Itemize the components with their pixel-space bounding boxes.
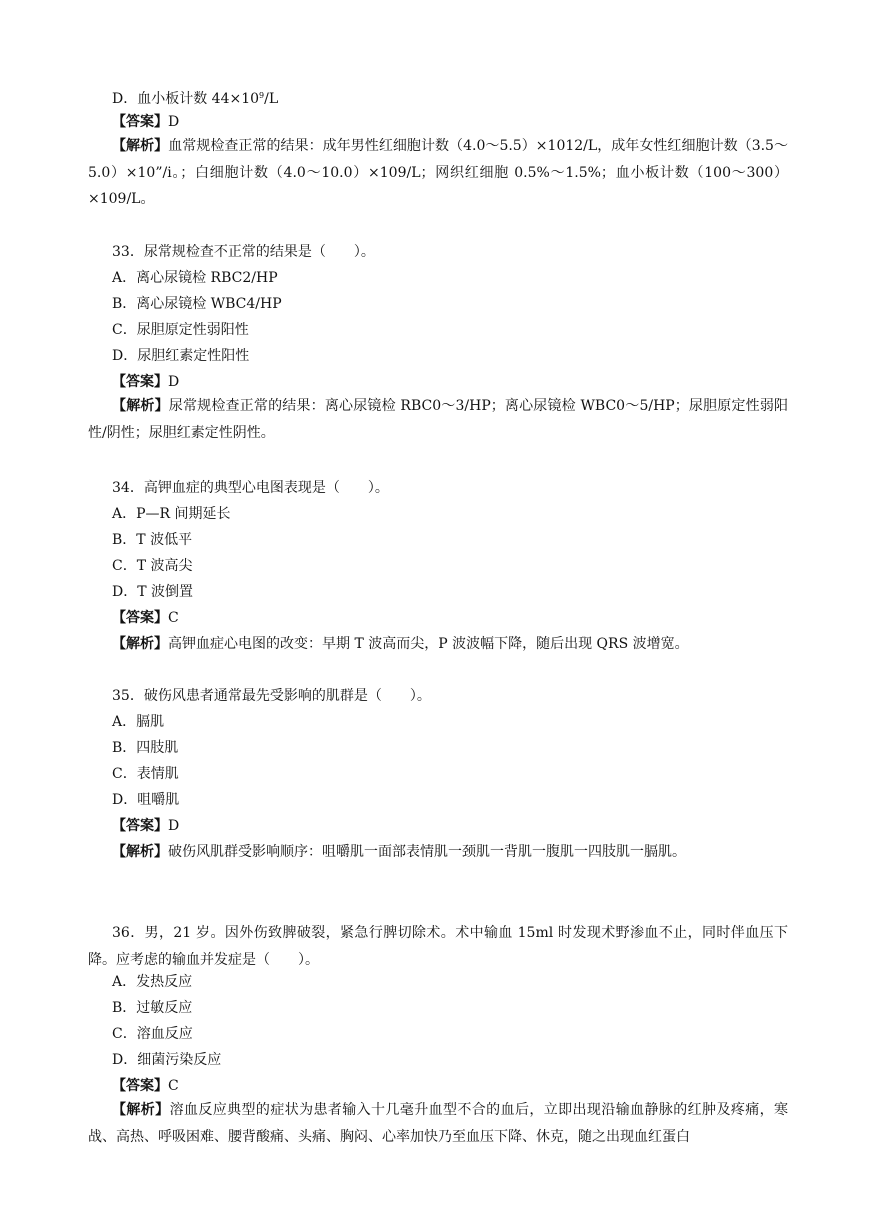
q32-answer: 【答案】D (112, 114, 180, 130)
q35-option-d: D．咀嚼肌 (112, 792, 180, 808)
q35-analysis: 【解析】破伤风肌群受影响顺序：咀嚼肌一面部表情肌一颈肌一背肌一腹肌一四肢肌一膈肌。 (112, 844, 686, 860)
q35-option-b: B．四肢肌 (112, 740, 179, 756)
q36-option-c: C．溶血反应 (112, 1026, 193, 1042)
q33-analysis: 【解析】尿常规检查正常的结果：离心尿镜检 RBC0～3/HP；离心尿镜检 WBC0～5/HP；尿胆原定性弱阳性/阴性；尿胆红素定性阴性。 (88, 398, 789, 441)
q36-stem: 36．男，21 岁。因外伤致脾破裂，紧急行脾切除术。术中输血 15ml 时发现术野渗血不止，同时伴血压下降。应考虑的输血并发症是（ ）。 (88, 925, 788, 968)
q34-option-b: B．T 波低平 (112, 532, 193, 548)
q33-stem: 33．尿常规检查不正常的结果是（ ）。 (112, 244, 375, 260)
q33-answer: 【答案】D (112, 374, 180, 390)
q33-option-a: A．离心尿镜检 RBC2/HP (112, 270, 278, 286)
q36-analysis: 【解析】溶血反应典型的症状为患者输入十几毫升血型不合的血后，立即出现沿输血静脉的红肿及疼痛，寒战、高热、呼吸困难、腰背酸痛、头痛、胸闷、心率加快乃至血压下降、休克，随之出现血红蛋白 (88, 1102, 789, 1145)
q35-option-a: A．膈肌 (112, 714, 165, 730)
q35-option-c: C．表情肌 (112, 766, 179, 782)
q34-option-a: A．P—R 间期延长 (112, 506, 231, 522)
q34-stem: 34．高钾血症的典型心电图表现是（ ）。 (112, 480, 389, 496)
q36-option-d: D．细菌污染反应 (112, 1052, 222, 1068)
q34-option-c: C．T 波高尖 (112, 558, 193, 574)
q36-answer: 【答案】C (112, 1078, 179, 1094)
q34-analysis: 【解析】高钾血症心电图的改变：早期 T 波高而尖，P 波波幅下降，随后出现 QRS 波增宽。 (112, 636, 689, 652)
q33-option-c: C．尿胆原定性弱阳性 (112, 322, 249, 338)
q34-answer: 【答案】C (112, 610, 179, 626)
q32-analysis: 【解析】血常规检查正常的结果：成年男性红细胞计数（4.0～5.5）×1012/L，成年女性红细胞计数（3.5～5.0）×10”/i。；白细胞计数（4.0～10.0）×109/L；网织红细胞 0.5%～1.5%；血小板计数（100～300）×109/L。 (88, 138, 789, 207)
q36-option-a: A．发热反应 (112, 974, 193, 990)
q35-stem: 35．破伤风患者通常最先受影响的肌群是（ ）。 (112, 688, 431, 704)
q33-option-b: B．离心尿镜检 WBC4/HP (112, 296, 282, 312)
q32-option-d: D．血小板计数 $44\times 10^9/L$ (112, 91, 279, 107)
q33-option-d: D．尿胆红素定性阳性 (112, 348, 250, 364)
q34-option-d: D．T 波倒置 (112, 584, 194, 600)
q36-option-b: B．过敏反应 (112, 1000, 193, 1016)
q35-answer: 【答案】D (112, 818, 180, 834)
